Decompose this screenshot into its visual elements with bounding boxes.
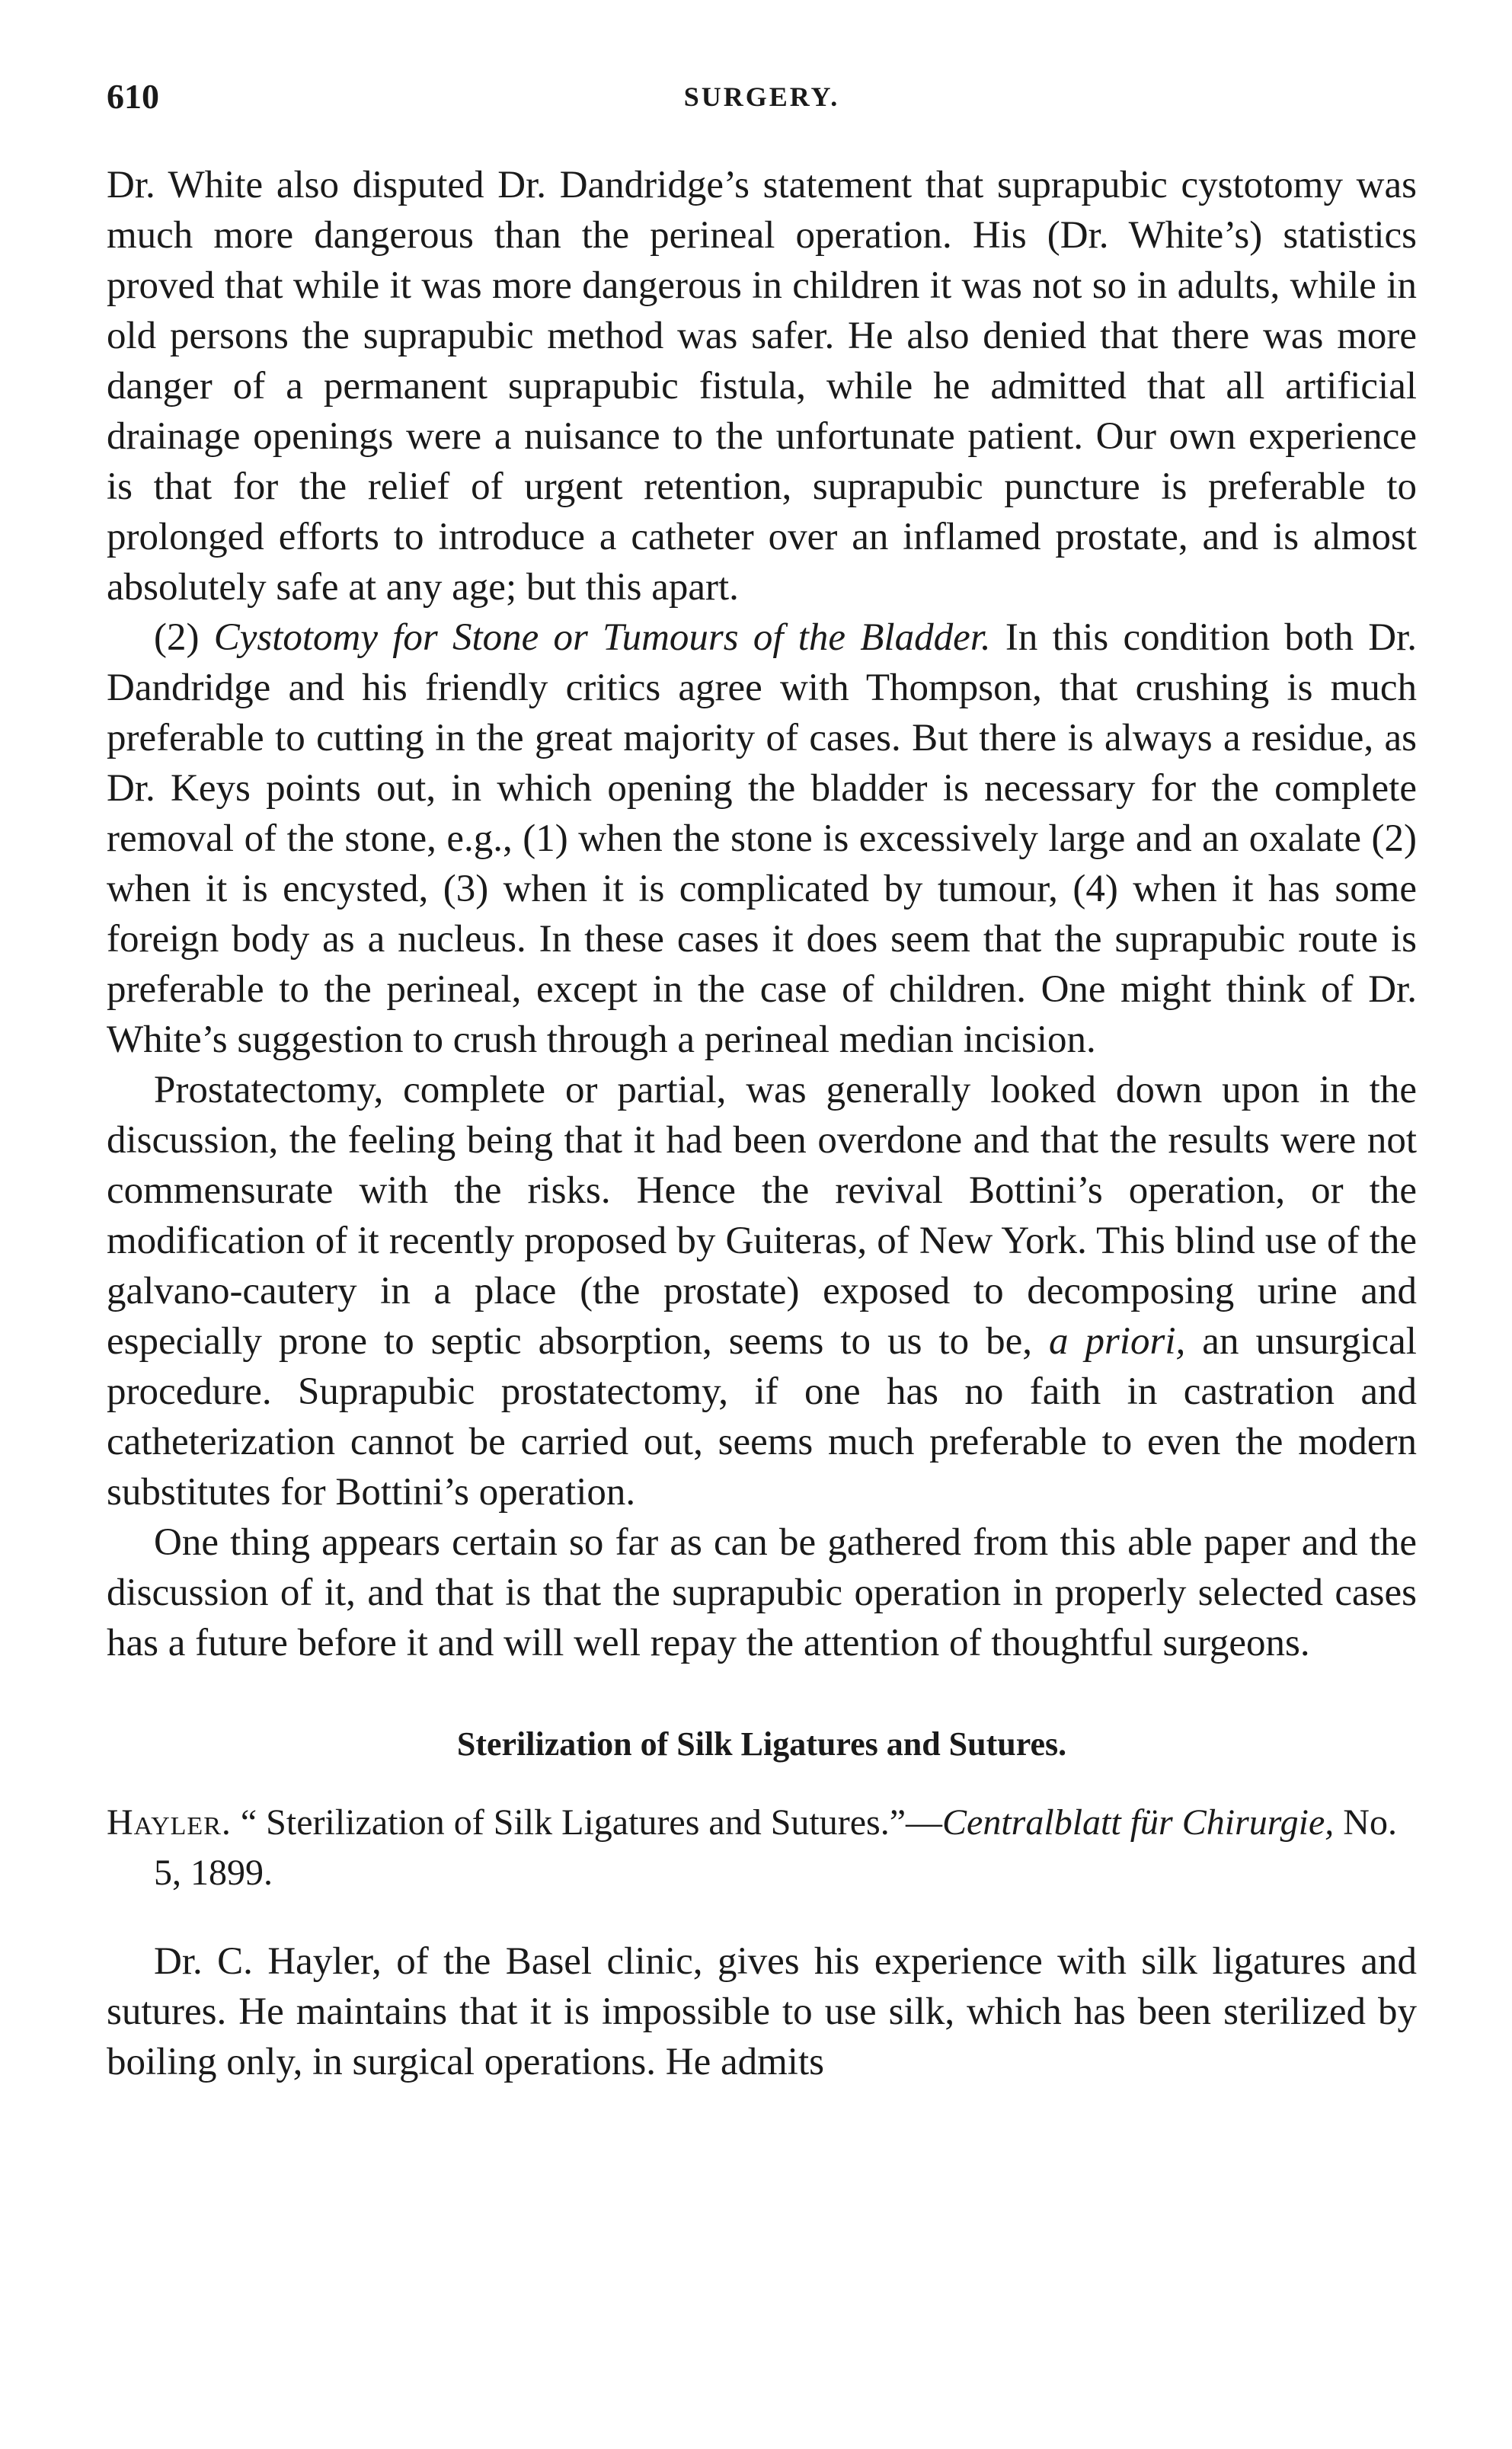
page-number: 610 — [107, 77, 159, 116]
paragraph-number: (2) — [154, 616, 214, 659]
running-title: SURGERY. — [683, 82, 840, 112]
section-heading: Sterilization of Silk Ligatures and Sutures. — [456, 1725, 1067, 1763]
reference-journal: Centralblatt für Chirurgie, — [942, 1802, 1335, 1843]
running-head — [107, 76, 1417, 137]
reference-issue: No. 5, 1899. — [154, 1802, 1397, 1893]
paragraph-text: In this condition both Dr. Dandridge and his friendly critics agree with Thompson, that crushing is much preferable to cutting in the great majority of cases. But there is always a residue, as Dr. Keys points out, in which opening the bladder is necessary for the complete removal of the stone, e.g., (1) when the stone is excessively large and an oxalate (2) when it is encysted, (3) when it is complicated by tumour, (4) when it has some foreign body as a nucleus. In these cases it does seem that the suprapubic route is preferable to the perineal, except in the case of children. One might think of Dr. White’s suggestion to crush through a perineal median incision. — [107, 616, 1417, 1061]
subsection-title: Cystotomy for Stone or Tumours of the Bladder. — [213, 616, 991, 659]
paragraph-text-b: an unsurgical procedure. Suprapubic prostatectomy, if one has no faith in castration and catheterization cannot be carried out, seems much preferable to even the modern substitutes for Bottini’s operation. — [107, 1320, 1417, 1514]
reference-author: Hayler. — [107, 1802, 232, 1843]
paragraph-conclusion: One thing appears certain so far as can be gathered from this able paper and the discussion of it, and that is that the suprapubic operation in properly selected cases has a future before it and will well repay the attention of thoughtful surgeons. — [107, 1521, 1417, 1664]
bibliographic-reference — [107, 1798, 1417, 1898]
paragraph-white-dispute: Dr. White also disputed Dr. Dandridge’s statement that suprapubic cystotomy was much more dangerous than the perineal operation. His (Dr. White’s) statistics proved that while it was more dangerous in children it was not so in adults, while in old persons the suprapubic method was safer. He also denied that there was more danger of a permanent suprapubic fistula, while he admitted that all artificial drainage openings were a nuisance to the unfortunate patient. Our own experience is that for the relief of urgent retention, suprapubic puncture is preferable to prolonged efforts to introduce a catheter over an inflamed prostate, and is almost absolutely safe at any age; but this apart. — [107, 164, 1417, 609]
page — [107, 76, 1417, 2087]
italic-a-priori: a priori, — [1049, 1320, 1186, 1363]
paragraph-prostatectomy — [107, 1065, 1417, 1517]
paragraph-hayler: Dr. C. Hayler, of the Basel clinic, gives his experience with silk ligatures and sutures. He maintains that it is impossible to use silk, which has been sterilized by boiling only, in surgical operations. He admits — [107, 1940, 1417, 2083]
paragraph-text-a: Prostatectomy, complete or partial, was generally looked down upon in the discussion, the feeling being that it had been overdone and that the results were not commensurate with the risks. Hence the revival Bottini’s operation, or the modification of it recently proposed by Guiteras, of New York. This blind use of the galvano-cautery in a place (the prostate) exposed to decomposing urine and especially prone to septic absorption, seems to us to be, — [107, 1069, 1417, 1363]
paragraph-cystotomy-stone — [107, 612, 1417, 1065]
reference-title: “ Sterilization of Silk Ligatures and Sutures.”— — [231, 1802, 943, 1843]
